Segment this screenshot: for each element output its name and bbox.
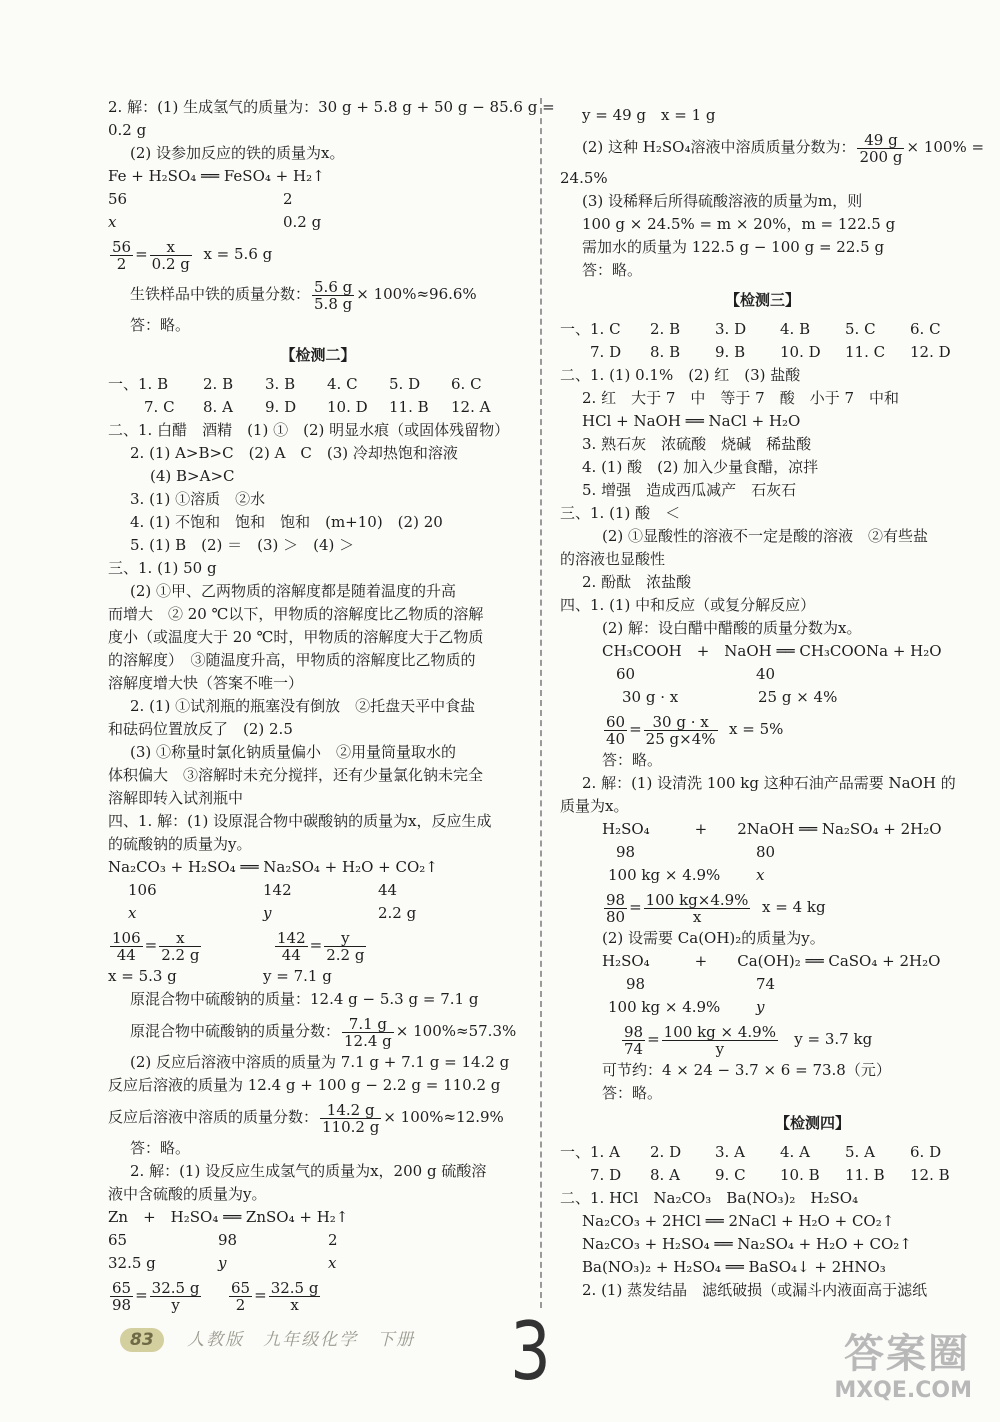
text-line: 的溶解度） ③随温度升高，甲物质的溶解度比乙物质的 [108, 651, 476, 669]
text-line: (4) B>A>C [150, 467, 235, 485]
section-heading: 【检测三】 [724, 291, 800, 309]
mc-row: 一、1. A 2. D 3. A 4. A 5. A 6. D [560, 1143, 942, 1161]
stoich-row: 98 80 [616, 843, 776, 861]
handwritten-mark: 3 [510, 1305, 551, 1398]
fraction-line: $\frac{65}{98}$ = $\frac{32.5 g}{y}$ $\frac{65}{2}$ = $\frac{32.5 g}{x}$ [112, 1278, 319, 1314]
text-line: 的溶液也显酸性 [560, 550, 666, 568]
text-line: (2) 设参加反应的铁的质量为x。 [130, 144, 345, 162]
stoich-row: 100 kg × 4.9% y [608, 998, 765, 1016]
mc-row: 一、1. C 2. B 3. D 4. B 5. C 6. C [560, 320, 941, 338]
text-line: (3) 设稀释后所得硫酸溶液的质量为m，则 [582, 192, 863, 210]
stoich-row: x 0.2 g [108, 213, 322, 231]
mc-row: 7. D 8. B 9. B 10. D 11. C 12. D [590, 343, 951, 361]
text-line: 液中含硫酸的质量为y。 [108, 1185, 267, 1203]
fraction-line: 原混合物中硫酸钠的质量分数： $\frac{7.1 g}{12.4 g}$ × 100%≈57.3% [130, 1014, 517, 1050]
text-line: (2) 反应后溶液中溶质的质量为 7.1 g + 7.1 g = 14.2 g [130, 1053, 510, 1071]
text-line: 三、1. (1) 50 g [108, 559, 217, 577]
equation: Na₂CO₃ + 2HCl ══ 2NaCl + H₂O + CO₂↑ [582, 1212, 895, 1230]
fraction-line: $\frac{98}{80}$ = $\frac{100 kg\times 4.9\%}{x}$ x = 4 kg [606, 890, 826, 926]
text-line: (2) ①显酸性的溶液不一定是酸的溶液 ②有些盐 [602, 527, 929, 545]
stoich-row: 100 kg × 4.9% x [608, 866, 765, 884]
page-footer [120, 1325, 415, 1352]
stoich-row: 106 142 44 [128, 881, 398, 899]
text-line: 二、1. 白醋 酒精 (1) ① (2) 明显水痕（或固体残留物） [108, 421, 510, 439]
text-line: 质量为x。 [560, 797, 629, 815]
text-line: 二、1. (1) 0.1% (2) 红 (3) 盐酸 [560, 366, 801, 384]
equation: Zn + H₂SO₄ ══ ZnSO₄ + H₂↑ [108, 1208, 349, 1226]
text-line: 溶解即转入试剂瓶中 [108, 789, 244, 807]
text-line: y = 49 g x = 1 g [582, 106, 716, 124]
text-line: (2) 解：设白醋中醋酸的质量分数为x。 [602, 619, 862, 637]
stoich-row: 65 98 2 [108, 1231, 338, 1249]
text-line: (2) ①甲、乙两物质的溶解度都是随着温度的升高 [130, 582, 457, 600]
text-line: 5. 增强 造成西瓜减产 石灰石 [582, 481, 797, 499]
text-line: 二、1. HCl Na₂CO₃ Ba(NO₃)₂ H₂SO₄ [560, 1189, 859, 1207]
text-line: (3) ①称量时氯化钠质量偏小 ②用量筒量取水的 [130, 743, 457, 761]
stoich-row: 98 74 [626, 975, 776, 993]
mc-row: 7. C 8. A 9. D 10. D 11. B 12. A [144, 398, 491, 416]
text-line: 溶解度增大快（答案不唯一） [108, 674, 304, 692]
section-heading: 【检测四】 [774, 1114, 850, 1132]
text-line: 答：略。 [582, 261, 643, 279]
fraction-line: $\frac{60}{40}$ = $\frac{30 g \cdot x}{25 g\times 4\%}$ x = 5% [606, 712, 784, 748]
text-line: 2. 酚酞 浓盐酸 [582, 573, 692, 591]
text-line: 四、1. (1) 中和反应（或复分解反应） [560, 596, 816, 614]
fraction-line: (2) 这种 H₂SO₄溶液中溶质质量分数为： $\frac{49 g}{200 g}$ × 100% = [582, 130, 985, 166]
text-line: 而增大 ② 20 ℃以下，甲物质的溶解度比乙物质的溶解 [108, 605, 484, 623]
text-line: 体积偏大 ③溶解时未充分搅拌，还有少量氯化钠未完全 [108, 766, 484, 784]
text-line: 和砝码位置放反了 (2) 2.5 [108, 720, 293, 738]
mc-row: 7. D 8. A 9. C 10. B 11. B 12. B [590, 1166, 950, 1184]
stoich-row: x y 2.2 g [128, 904, 417, 922]
left-column [108, 96, 555, 1315]
equation: Ba(NO₃)₂ + H₂SO₄ ══ BaSO₄↓ + 2HNO₃ [582, 1258, 886, 1276]
text-line: 2. (1) A>B>C (2) A C (3) 冷却热饱和溶液 [130, 444, 458, 462]
text-line: 答：略。 [602, 751, 663, 769]
fraction-line: $\frac{56}{2}$ = $\frac{x}{0.2 g}$ x = 5.6 g [112, 237, 273, 273]
equation: H₂SO₄ + 2NaOH ══ Na₂SO₄ + 2H₂O [602, 820, 942, 838]
equation: Na₂CO₃ + H₂SO₄ ══ Na₂SO₄ + H₂O + CO₂↑ [108, 858, 438, 876]
text-line: 4. (1) 酸 (2) 加入少量食醋，凉拌 [582, 458, 819, 476]
equation: Fe + H₂SO₄ ══ FeSO₄ + H₂↑ [108, 167, 325, 185]
text-line: 4. (1) 不饱和 饱和 饱和 (m+10) (2) 20 [130, 513, 443, 531]
text-line: 2. (1) 蒸发结晶 滤纸破损（或漏斗内液面高于滤纸 [582, 1281, 928, 1299]
fraction-line: $\frac{98}{74}$ = $\frac{100 kg \times 4.9\%}{y}$ y = 3.7 kg [624, 1022, 873, 1058]
text-line: (2) 设需要 Ca(OH)₂的质量为y。 [602, 929, 825, 947]
text-line: 需加水的质量为 122.5 g − 100 g = 22.5 g [582, 238, 885, 256]
book-title: 人教版 九年级化学 下册 [187, 1330, 416, 1350]
text-line: 的硫酸钠的质量为y。 [108, 835, 252, 853]
text-line: 2. 解：(1) 设反应生成氢气的质量为x，200 g 硫酸溶 [130, 1162, 487, 1180]
text-line: 答：略。 [602, 1084, 663, 1102]
equation: CH₃COOH + NaOH ══ CH₃COONa + H₂O [602, 642, 942, 660]
text-line: 2. 解：(1) 设清洗 100 kg 这种石油产品需要 NaOH 的 [582, 774, 956, 792]
equation: HCl + NaOH ══ NaCl + H₂O [582, 412, 801, 430]
watermark-url: MXQE.COM [834, 1378, 972, 1403]
text-line: 答：略。 [130, 1139, 191, 1157]
result-row: x = 5.3 g y = 7.1 g [108, 967, 332, 985]
text-line: 24.5% [560, 169, 608, 187]
equation: Na₂CO₃ + H₂SO₄ ══ Na₂SO₄ + H₂O + CO₂↑ [582, 1235, 912, 1253]
column-divider [540, 98, 542, 1308]
text-line: 2. (1) ①试剂瓶的瓶塞没有倒放 ②托盘天平中食盐 [130, 697, 476, 715]
text-line: 3. (1) ①溶质 ②水 [130, 490, 266, 508]
watermark-logo: 答案圈 [844, 1331, 970, 1377]
text-line: 0.2 g [108, 121, 147, 139]
fraction-line: $\frac{106}{44}$ = $\frac{x}{2.2 g}$ $\frac{142}{44}$ = $\frac{y}{2.2 g}$ [112, 928, 365, 964]
mc-row: 一、1. B 2. B 3. B 4. C 5. D 6. C [108, 375, 482, 393]
fraction-line: 生铁样品中铁的质量分数： $\frac{5.6 g}{5.8 g}$ × 100%≈96.6% [130, 277, 477, 313]
fraction-line: 反应后溶液中溶质的质量分数： $\frac{14.2 g}{110.2 g}$ × 100%≈12.9% [108, 1100, 504, 1136]
page-number: 83 [120, 1328, 164, 1352]
stoich-row: 30 g · x 25 g × 4% [622, 688, 838, 706]
right-column [560, 104, 985, 1302]
equation: H₂SO₄ + Ca(OH)₂ ══ CaSO₄ + 2H₂O [602, 952, 941, 970]
text-line: 可节约：4 × 24 − 3.7 × 6 = 73.8（元） [602, 1061, 891, 1079]
text-line: 三、1. (1) 酸 ＜ [560, 504, 681, 522]
text-line: 5. (1) B (2) ＝ (3) ＞ (4) ＞ [130, 536, 355, 554]
text-line: 100 g × 24.5% = m × 20%，m = 122.5 g [582, 215, 896, 233]
stoich-row: 32.5 g y x [108, 1254, 337, 1272]
text-line: 度小（或温度大于 20 ℃时，甲物质的溶解度大于乙物质 [108, 628, 484, 646]
text-line: 2. 红 大于 7 中 等于 7 酸 小于 7 中和 [582, 389, 900, 407]
text-line: 反应后溶液的质量为 12.4 g + 100 g − 2.2 g = 110.2 g [108, 1076, 501, 1094]
stoich-row: 56 2 [108, 190, 293, 208]
section-heading: 【检测二】 [280, 346, 356, 364]
text-line: 原混合物中硫酸钠的质量：12.4 g − 5.3 g = 7.1 g [130, 990, 479, 1008]
stoich-row: 60 40 [616, 665, 776, 683]
text-line: 四、1. 解：(1) 设原混合物中碳酸钠的质量为x，反应生成 [108, 812, 492, 830]
text-line: 答：略。 [130, 316, 191, 334]
text-line: 3. 熟石灰 浓硫酸 烧碱 稀盐酸 [582, 435, 812, 453]
text-line: 2. 解：(1) 生成氢气的质量为：30 g + 5.8 g + 50 g − 85.6 g = [108, 98, 555, 116]
